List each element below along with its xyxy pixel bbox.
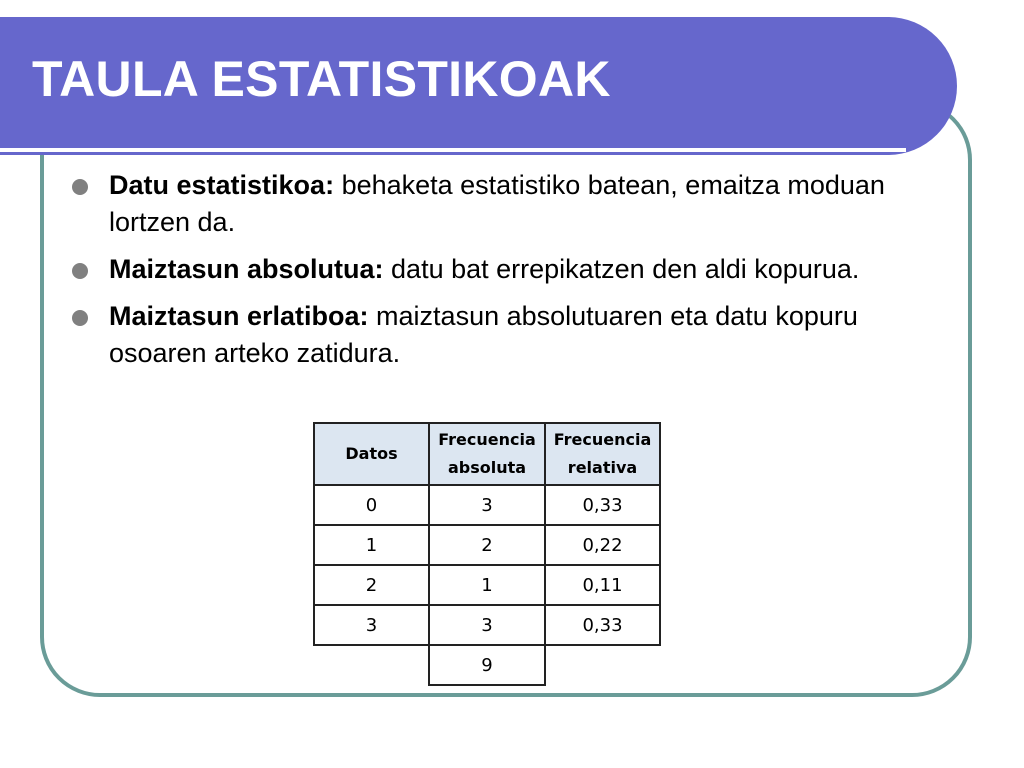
table-header-row [314,423,660,485]
table-cell: 0,22 [545,525,660,565]
table-cell-empty [545,645,660,685]
header-line: Datos [345,444,398,463]
table-cell: 2 [314,565,429,605]
table-cell: 3 [314,605,429,645]
header-frecuencia-relativa [545,423,660,485]
table-cell: 3 [429,485,545,525]
frequency-table [313,422,661,686]
table-cell: 0,33 [545,485,660,525]
table-total-row [314,645,660,685]
bullet-item [72,167,912,241]
table-cell: 3 [429,605,545,645]
bullet-text: datu bat errepikatzen den aldi kopurua. [383,254,860,284]
table-cell: 0,33 [545,605,660,645]
header-line: Frecuencia [438,430,536,449]
table-cell: 1 [429,565,545,605]
table-row [314,565,660,605]
table-row [314,485,660,525]
table-total-cell: 9 [429,645,545,685]
bullet-term: Maiztasun absolutua: [109,254,384,284]
table-cell: 2 [429,525,545,565]
slide-title: TAULA ESTATISTIKOAK [32,51,611,107]
bullet-dot-icon [72,179,88,195]
bullet-list [72,167,912,382]
bullet-text: behaketa estatistiko batean, emaitza moduan lortzen da. [109,170,885,237]
table-cell: 0,11 [545,565,660,605]
table-row [314,525,660,565]
bullet-text: maiztasun absolutuaren eta datu kopuru osoaren arteko zatidura. [109,301,858,368]
bullet-dot-icon [72,263,88,279]
header-datos [314,423,429,485]
table-cell-empty [314,645,429,685]
header-line: absoluta [447,458,527,477]
bullet-term: Maiztasun erlatiboa: [109,301,369,331]
table-cell: 0 [314,485,429,525]
bullet-dot-icon [72,310,88,326]
header-line: relativa [567,458,638,477]
header-frecuencia-absoluta [429,423,545,485]
bullet-item [72,251,912,288]
table-cell: 1 [314,525,429,565]
title-underline [0,148,906,152]
bullet-term: Datu estatistikoa: [109,170,335,200]
table-row [314,605,660,645]
bullet-item [72,298,912,372]
header-line: Frecuencia [553,430,652,449]
